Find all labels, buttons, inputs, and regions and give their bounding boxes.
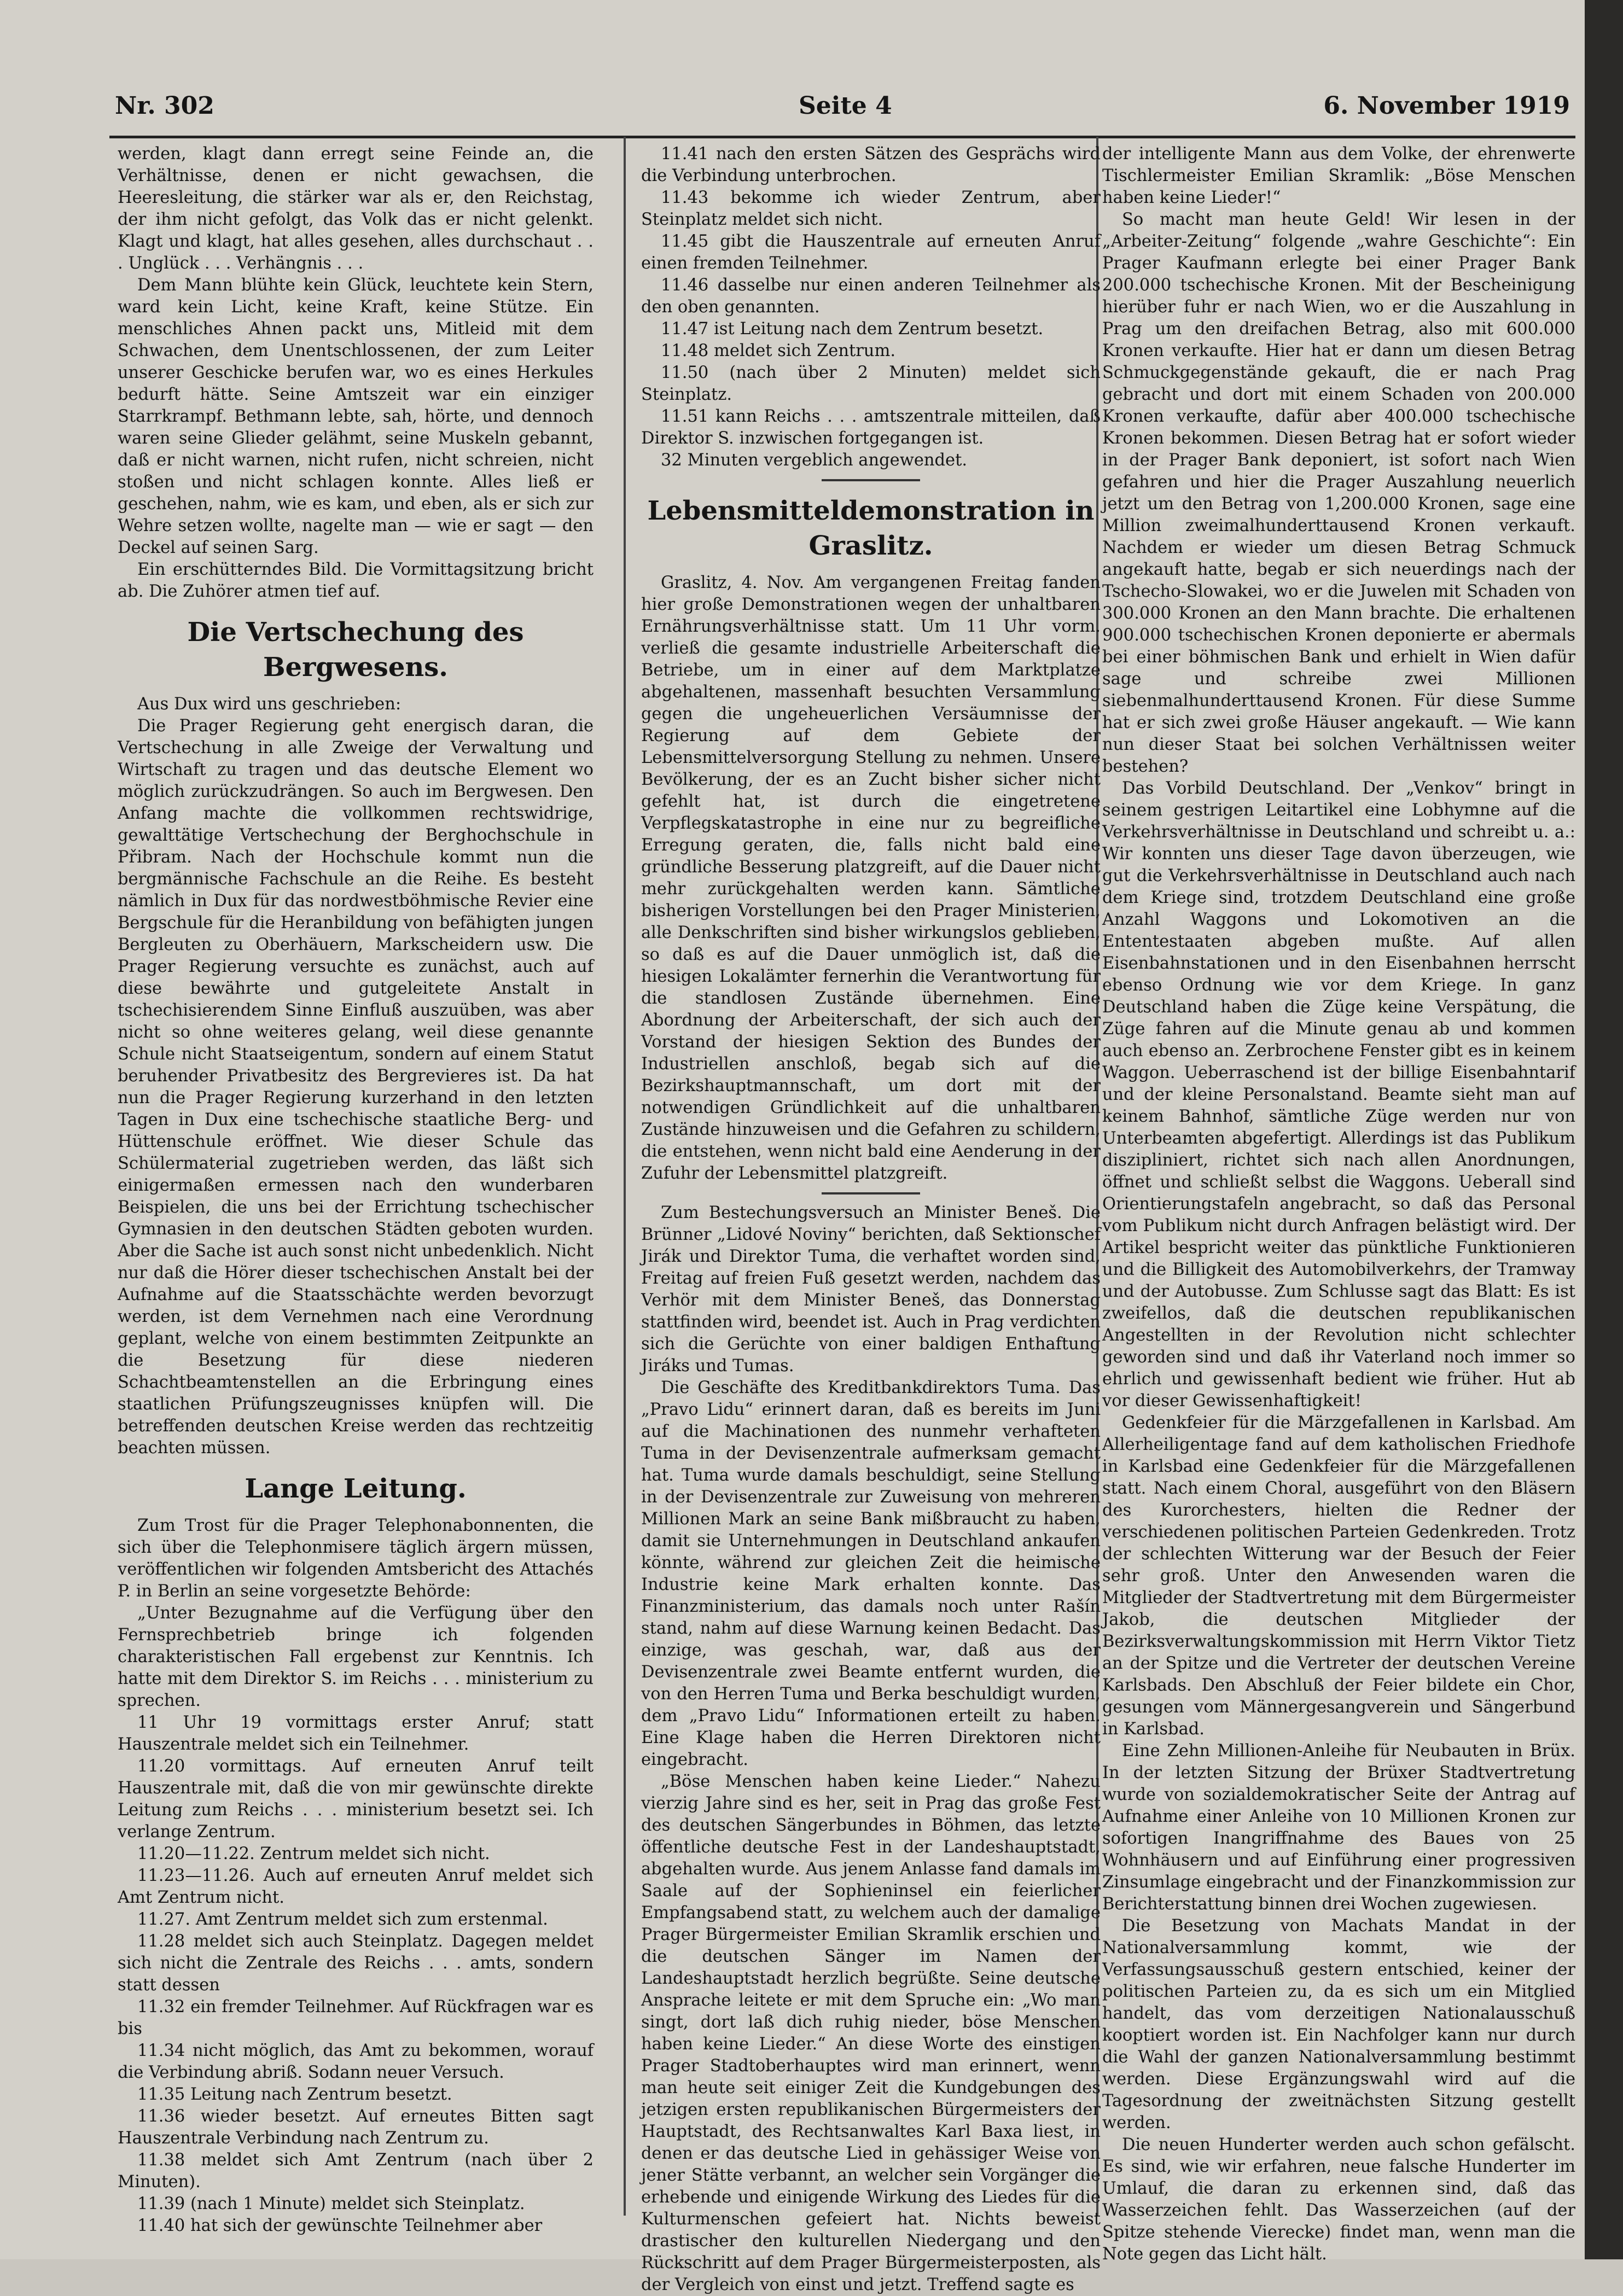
paragraph: 11.23—11.26. Auch auf erneuten Anruf meldet sich Amt Zentrum nicht.	[118, 1866, 594, 1907]
article-headline: Die Vertschechung des Bergwesens.	[187, 617, 524, 683]
issue-date: 6. November 1919	[1323, 92, 1570, 120]
paragraph: 11.41 nach den ersten Sätzen des Gesprächs wird die Verbindung unterbrochen.	[641, 144, 1101, 185]
section-separator	[822, 479, 920, 481]
paragraph: Die neuen Hunderter werden auch schon gefälscht. Es sind, wie wir erfahren, neue falsche Hunderter im Umlauf, die daran zu erkennen sind, daß das Wasserzeichen fehlt. Das Wasserzeichen (auf der Spitze stehende Vierecke) findet man, wenn man die Note gegen das Licht hält.	[1102, 2135, 1575, 2264]
column-2	[641, 143, 1101, 2294]
paragraph: „Unter Bezugnahme auf die Verfügung über den Fernsprechbetrieb bringe ich folgenden charakteristischen Fall ergebenst zur Kenntnis. Ich hatte mit dem Direktor S. im Reichs . . . ministerium zu sprechen.	[118, 1604, 594, 1710]
paragraph: 11.20—11.22. Zentrum meldet sich nicht.	[137, 1844, 490, 1863]
paragraph: 11.34 nicht möglich, das Amt zu bekommen, worauf die Verbindung abriß. Sodann neuer Versuch.	[118, 2041, 594, 2082]
paragraph: 11.51 kann Reichs . . . amtszentrale mitteilen, daß Direktor S. inzwischen fortgegangen ist.	[641, 407, 1101, 448]
binding-edge	[1585, 0, 1623, 2259]
paragraph: werden, klagt dann erregt seine Feinde an, die Verhältnisse, denen er nicht gewachsen, die Heeresleitung, die stärker war als er, den Reichstag, der ihm nicht gefolgt, das Volk das er nicht gelenkt. Klagt und klagt, hat alles gesehen, alles durchschaut . . . Unglück . . . Verhängnis . . .	[118, 144, 594, 273]
paragraph: Gedenkfeier für die Märzgefallenen in Karlsbad. Am Allerheiligentage fand auf dem katholischen Friedhofe in Karlsbad eine Gedenkfeier für die Märzgefallenen statt. Nach einem Choral, ausgeführt von den Bläsern des Kurorchesters, hielten die Redner der verschiedenen politischen Parteien Gedenkreden. Trotz der schlechten Witterung war der Besuch der Feier sehr groß. Unter den Anwesenden waren die Mitglieder der Stadtvertretung mit dem Bürgermeister Jakob, die deutschen Mitglieder der Bezirksverwaltungskommission mit Herrn Viktor Tietz an der Spitze und die Vertreter der deutschen Vereine Karlsbads. Den Abschluß der Feier bildete ein Chor, gesungen vom Männergesangverein und Sängerbund in Karlsbad.	[1102, 1413, 1575, 1739]
paragraph: 11.32 ein fremder Teilnehmer. Auf Rückfragen war es bis	[118, 1997, 594, 2038]
paragraph: Zum Bestechungsversuch an Minister Beneš. Die Brünner „Lidové Noviny“ berichten, daß Sektionschef Jirák und Direktor Tuma, die verhaftet worden sind, Freitag auf freien Fuß gesetzt werden, nachdem das Verhör mit dem Minister Beneš, das Donnerstag stattfinden wird, beendet ist. Auch in Prag verdichten sich die Gerüchte von einer baldigen Enthaftung Jiráks und Tumas.	[641, 1203, 1101, 1376]
article-headline: Lange Leitung.	[245, 1473, 467, 1504]
paragraph: Dem Mann blühte kein Glück, leuchtete kein Stern, ward kein Licht, keine Kraft, keine Stütze. Ein menschliches Ahnen packt uns, Mitleid mit dem Schwachen, dem Unentschlossenen, der zum Leiter unserer Geschicke berufen war, wo es eines Herkules bedurft hätte. Seine Amtszeit war ein einziger Starrkrampf. Bethmann lebte, sah, hörte, und dennoch waren seine Glieder gelähmt, seine Muskeln gebannt, daß er nicht warnen, nicht rufen, nicht schreien, nicht stoßen und nicht schlagen konnte. Alles ließ er geschehen, nahm, wie es kam, und eben, als er sich zur Wehre setzen wollte, nagelte man — wie er sagt — den Deckel auf seinen Sarg.	[118, 276, 594, 557]
column-rule	[624, 137, 626, 2216]
paragraph: 11.27. Amt Zentrum meldet sich zum erstenmal.	[137, 1910, 548, 1929]
paragraph: 11.45 gibt die Hauszentrale auf erneuten Anruf einen fremden Teilnehmer.	[641, 232, 1101, 273]
paragraph: Zum Trost für die Prager Telephonabonnenten, die sich über die Telephonmisere täglich ärgern müssen, veröffentlichen wir folgenden Amtsbericht des Attachés P. in Berlin an seine vorgesetzte Behörde:	[118, 1516, 594, 1601]
paragraph: 11.38 meldet sich Amt Zentrum (nach über 2 Minuten).	[118, 2151, 594, 2192]
paragraph: 11.48 meldet sich Zentrum.	[661, 341, 896, 360]
paragraph: 11.40 hat sich der gewünschte Teilnehmer aber	[137, 2216, 543, 2235]
paragraph: 32 Minuten vergeblich angewendet.	[661, 451, 968, 470]
column-3	[1102, 143, 1575, 2264]
article-headline: Lebensmitteldemonstration in Graslitz.	[647, 496, 1095, 561]
paragraph: 11.35 Leitung nach Zentrum besetzt.	[137, 2085, 452, 2104]
paragraph: 11.50 (nach über 2 Minuten) meldet sich Steinplatz.	[641, 363, 1101, 404]
paragraph: 11.39 (nach 1 Minute) meldet sich Steinplatz.	[137, 2194, 525, 2213]
paragraph: Die Besetzung von Machats Mandat in der Nationalversammlung kommt, wie der Verfassungsausschuß gestern entschied, keiner der politischen Parteien zu, da es sich um ein Mitglied handelt, das vom derzeitigen Nationalausschuß kooptiert worden ist. Ein Nachfolger kann nur durch die Wahl der ganzen Nationalversammlung bestimmt werden. Diese Ergänzungswahl wird auf die Tagesordnung der zweitnächsten Sitzung gestellt werden.	[1102, 1916, 1575, 2132]
paragraph: „Böse Menschen haben keine Lieder.“ Nahezu vierzig Jahre sind es her, seit in Prag das große Fest des deutschen Sängerbundes in Böhmen, das letzte öffentliche deutsche Fest in der Landeshauptstadt, abgehalten wurde. Aus jenem Anlasse fand damals im Saale auf der Sophieninsel ein feierlicher Empfangsabend statt, zu welchem auch der damalige Prager Bürgermeister Emilian Skramlik erschien und die deutschen Sänger im Namen der Landeshauptstadt herzlich begrüßte. Seine deutsche Ansprache leitete er mit dem Spruche ein: „Wo man singt, dort laß dich ruhig nieder, böse Menschen haben keine Lieder.“ An diese Worte des einstigen Prager Stadtoberhauptes wird man erinnert, wenn man heute seit einiger Zeit die Kundgebungen des jetzigen ersten republikanischen Bürgermeisters der Hauptstadt, des Rechtsanwaltes Karl Baxa liest, in denen er das deutsche Lied in gehässiger Weise von jener Stätte verbannt, an welcher sein Vorgänger die erhebende und einigende Wirkung des Liedes für die Kulturmenschen gefeiert hat. Nichts beweist drastischer den kulturellen Niedergang und den Rückschritt auf dem Prager Bürgermeisterposten, als der Vergleich von einst und jetzt. Treffend sagte es	[641, 1772, 1101, 2294]
paragraph: So macht man heute Geld! Wir lesen in der „Arbeiter-Zeitung“ folgende „wahre Geschichte“: Ein Prager Kaufmann erlegte bei einer Prager Bank 200.000 tschechische Kronen. Mit der Bescheinigung hierüber fuhr er nach Wien, wo er die Auszahlung in Prag um den dreifachen Betrag, also mit 600.000 Kronen verkaufte. Hier hat er dann um diesen Betrag Schmuckgegenstände gekauft, die er nach Prag gebracht und dort mit einem Schaden von 200.000 Kronen verkaufte, dafür aber 400.000 tschechische Kronen bekommen. Diesen Betrag hat er sofort wieder in der Prager Bank deponiert, ist sofort nach Wien gefahren und hier die Prager Auszahlung neuerlich jetzt um den Betrag von 1,200.000 Kronen, sage eine Million zweimalhunderttausend Kronen verkauft. Nachdem er wieder um diesen Betrag Schmuck angekauft hatte, begab er sich neuerdings nach der Tschecho-Slowakei, wo er die Juwelen mit Schaden von 300.000 Kronen an den Mann brachte. Die erhaltenen 900.000 tschechischen Kronen deponierte er abermals bei einer böhmischen Bank und erhielt in Wien dafür sage und schreibe zwei Millionen siebenmalhunderttausend Kronen. Für diese Summe hat er sich zwei große Häuser angekauft. — Wie kann nun dieser Staat bei solchen Verhältnissen weiter bestehen?	[1102, 210, 1575, 776]
paragraph: 11.47 ist Leitung nach dem Zentrum besetzt.	[661, 319, 1044, 339]
paragraph: der intelligente Mann aus dem Volke, der ehrenwerte Tischlermeister Emilian Skramlik: „Böse Menschen haben keine Lieder!“	[1102, 144, 1575, 207]
column-1	[118, 143, 594, 2235]
paragraph: Die Prager Regierung geht energisch daran, die Vertschechung in alle Zweige der Verwaltung und Wirtschaft zu tragen und das deutsche Element wo möglich zurückzudrängen. So auch im Bergwesen. Den Anfang machte die vollkommen rechtswidrige, gewalttätige Vertschechung der Berghochschule in Přibram. Nach der Hochschule kommt nun die bergmännische Fachschule an die Reihe. Es besteht nämlich in Dux für das nordwestböhmische Revier eine Bergschule für die Heranbildung von befähigten jungen Bergleuten zu Oberhäuern, Markscheidern usw. Die Prager Regierung versuchte es zunächst, auch auf diese bewährte und gutgeleitete Anstalt in tschechisierendem Sinne Einfluß auszuüben, was aber nicht so ohne weiteres gelang, weil diese genannte Schule nicht Staatseigentum, sondern auf einem Statut beruhender Privatbesitz des Bergrevieres ist. Da hat nun die Prager Regierung kurzerhand in den letzten Tagen in Dux eine tschechische staatliche Berg- und Hüttenschule eröffnet. Wie dieser Schule das Schülermaterial zugetrieben werden, das läßt sich einigermaßen ermessen nach den wunderbaren Beispielen, die uns bei der Errichtung tschechischer Gymnasien in den deutschen Städten geboten wurden. Aber die Sache ist auch sonst nicht unbedenklich. Nicht nur daß die Hörer dieser tschechischen Anstalt bei der Aufnahme auf die Staatsschächte werden bevorzugt werden, ist dem Vernehmen nach eine Verordnung geplant, welche von einem bestimmten Zeitpunkte an die Besetzung für diese niederen Schachtbeamtenstellen an die Erbringung eines staatlichen Prüfungszeugnisses knüpfen will. Die betreffenden deutschen Kreise werden das rechtzeitig beachten müssen.	[118, 716, 594, 1458]
paragraph: 11.20 vormittags. Auf erneuten Anruf teilt Hauszentrale mit, daß die von mir gewünschte direkte Leitung zum Reichs . . . ministerium besetzt sei. Ich verlange Zentrum.	[118, 1757, 594, 1842]
paragraph: 11.36 wieder besetzt. Auf erneutes Bitten sagt Hauszentrale Verbindung nach Zentrum zu.	[118, 2107, 594, 2148]
paragraph: 11 Uhr 19 vormittags erster Anruf; statt Hauszentrale meldet sich ein Teilnehmer.	[118, 1713, 594, 1754]
page-header	[115, 81, 1570, 130]
page-number: Seite 4	[799, 92, 892, 120]
paragraph: Eine Zehn Millionen-Anleihe für Neubauten in Brüx. In der letzten Sitzung der Brüxer Stadtvertretung wurde von sozialdemokratischer Seite der Antrag auf Aufnahme einer Anleihe von 10 Millionen Kronen zur sofortigen Inangriffnahme des Baues von 25 Wohnhäusern und auf Einführung einer progressiven Zinsumlage eingebracht und der Finanzkommission zur Berichterstattung binnen drei Wochen zugewiesen.	[1102, 1741, 1575, 1914]
paragraph: Graslitz, 4. Nov. Am vergangenen Freitag fanden hier große Demonstrationen wegen der unhaltbaren Ernährungsverhältnisse statt. Um 11 Uhr vorm. verließ die gesamte industrielle Arbeiterschaft die Betriebe, um in einer auf dem Marktplatze abgehaltenen, massenhaft besuchten Versammlung gegen die ungeheuerlichen Versäumnisse der Regierung auf dem Gebiete der Lebensmittelversorgung Stellung zu nehmen. Unsere Bevölkerung, der es an Zucht bisher sicher nicht gefehlt hat, ist durch die eingetretene Verpflegskatastrophe in eine nur zu begreifliche Erregung geraten, die, falls nicht bald eine gründliche Besserung platzgreift, auf die Dauer nicht mehr zurückgehalten werden kann. Sämtliche bisherigen Vorstellungen bei den Prager Ministerien, alle Denkschriften sind bisher wirkungslos geblieben, so daß es auf die Dauer unmöglich ist, daß die hiesigen Lokalämter fernerhin die Verantwortung für die standlosen Zustände übernehmen. Eine Abordnung der Arbeiterschaft, der sich auch der Vorstand der hiesigen Sektion des Bundes der Industriellen anschloß, begab sich auf die Bezirkshauptmannschaft, um dort mit der notwendigen Gründlichkeit auf die unhaltbaren Zustände hinzuweisen und die Gefahren zu schildern, die entstehen, wenn nicht bald eine Aenderung in der Zufuhr der Lebensmittel platzgreift.	[641, 573, 1101, 1183]
paragraph: 11.28 meldet sich auch Steinplatz. Dagegen meldet sich nicht die Zentrale des Reichs . . . amts, sondern statt dessen	[118, 1932, 594, 1995]
paragraph: Aus Dux wird uns geschrieben:	[137, 695, 402, 714]
header-rule	[109, 136, 1575, 138]
paragraph: Ein erschütterndes Bild. Die Vormittagsitzung bricht ab. Die Zuhörer atmen tief auf.	[118, 560, 594, 601]
paragraph: Das Vorbild Deutschland. Der „Venkov“ bringt in seinem gestrigen Leitartikel eine Lobhymne auf die Verkehrsverhältnisse in Deutschland und schreibt u. a.: Wir konnten uns dieser Tage davon überzeugen, wie gut die Verkehrsverhältnisse in Deutschland auch nach dem Kriege sind, trotzdem Deutschland eine große Anzahl Waggons und Lokomotiven an die Ententestaaten abgeben mußte. Auf allen Eisenbahnstationen und in den Eisenbahnen herrscht ebenso Ordnung wie vor dem Kriege. In ganz Deutschland haben die Züge keine Verspätung, die Züge fahren auf die Minute genau ab und kommen auch ebenso an. Zerbrochene Fenster gibt es in keinem Waggon. Ueberraschend ist der billige Eisenbahntarif und der kleine Personalstand. Beamte sieht man auf keinem Bahnhof, sämtliche Züge werden nur von Unterbeamten abgefertigt. Allerdings ist das Publikum diszipliniert, richtet sich nach allen Anordnungen, öffnet und schließt selbst die Waggons. Ueberall sind Orientierungstafeln angebracht, so daß das Personal vom Publikum nicht durch Anfragen belästigt wird. Der Artikel bespricht weiter das pünktliche Funktionieren und die Billigkeit des Automobilverkehrs, der Tramway und der Autobusse. Zum Schlusse sagt das Blatt: Es ist zweifellos, daß die deutschen republikanischen Angestellten in der Revolution nicht schlechter geworden sind und daß ihr Vaterland noch immer so ehrlich und gewissenhaft bedient wie früher. Hut ab vor dieser Gewissenhaftigkeit!	[1102, 779, 1575, 1411]
paragraph: 11.43 bekomme ich wieder Zentrum, aber Steinplatz meldet sich nicht.	[641, 188, 1101, 229]
section-separator	[822, 1192, 920, 1194]
paragraph: Die Geschäfte des Kreditbankdirektors Tuma. Das „Pravo Lidu“ erinnert daran, daß es bereits im Juni auf die Machinationen des nunmehr verhafteten Tuma in der Devisenzentrale aufmerksam gemacht hat. Tuma wurde damals beschuldigt, seine Stellung in der Devisenzentrale zur Zuweisung von mehreren Millionen Mark an seine Bank mißbraucht zu haben, damit sie Unternehmungen in Deutschland ankaufen könnte, während zur gleichen Zeit die heimische Industrie keine Mark erhalten konnte. Das Finanzministerium, das damals noch unter Rašín stand, nahm auf diese Warnung keinen Bedacht. Das einzige, was geschah, war, daß aus der Devisenzentrale zwei Beamte entfernt wurden, die von den Herren Tuma und Berka beschuldigt wurden, dem „Pravo Lidu“ Informationen erteilt zu haben. Eine Klage haben die Herren Direktoren nicht eingebracht.	[641, 1378, 1101, 1769]
issue-number: Nr. 302	[115, 92, 214, 120]
paragraph: 11.46 dasselbe nur einen anderen Teilnehmer als den oben genannten.	[641, 276, 1101, 317]
